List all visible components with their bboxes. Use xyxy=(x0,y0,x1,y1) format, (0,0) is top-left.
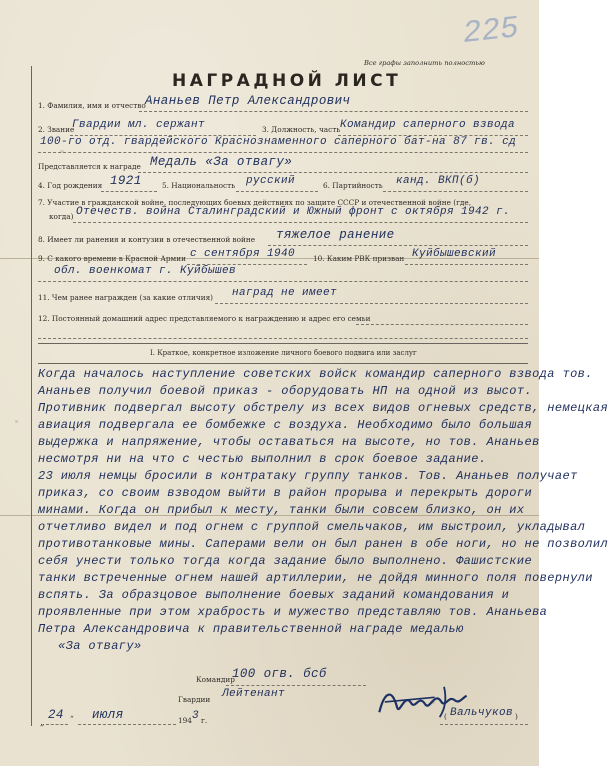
field-11-label: 11. Чем ранее награжден (за какие отличия) xyxy=(38,293,214,302)
signature-paren-open: ( xyxy=(444,712,447,721)
narrative-line: танки встреченные огнем нашей артиллерии, не дойдя минного поля повернули xyxy=(38,571,593,585)
field-12-underline xyxy=(356,324,528,325)
narrative-section-header xyxy=(38,343,528,364)
date-quote-close: “ xyxy=(70,714,74,723)
field-3-label: 3. Должность, часть xyxy=(262,125,341,134)
field-10-underline xyxy=(405,264,528,265)
date-month-underline xyxy=(78,724,176,725)
narrative-line: отчетливо видел и под огнем с группой смельчаков, им выстроил, укладывал xyxy=(38,520,586,534)
date-year-digit: 3 xyxy=(192,710,200,722)
field-12-label: 12. Постоянный домашний адрес представляемого к награждению и адрес его семьи xyxy=(38,314,371,323)
document-title: НАГРАДНОЙ ЛИСТ xyxy=(172,71,402,91)
narrative-line: вспять. За образцовое выполнение боевых заданий командования и xyxy=(38,588,510,602)
field-5-label: 5. Национальность xyxy=(162,181,236,190)
field-9-value: с сентября 1940 xyxy=(190,248,296,260)
archive-number-stamp: 225 xyxy=(461,11,521,52)
narrative-line: Петра Александровича к правительственной награде медалью xyxy=(38,622,464,636)
field-9-label: 9. С какого времени в Красной Армии xyxy=(38,254,186,263)
field-2-label: 2. Звание xyxy=(38,125,75,134)
field-12-underline-2 xyxy=(38,338,528,339)
commander-label: Командир xyxy=(196,675,235,684)
field-5-value: русский xyxy=(246,175,296,187)
field-10-value-2: обл. военкомат г. Куйбышев xyxy=(54,265,237,277)
date-month-value: июля xyxy=(92,708,124,722)
field-11-value: наград не имеет xyxy=(232,287,338,299)
narrative-line: приказ, со своим взводом выйти в район прорыва и перекрыть дороги xyxy=(38,486,533,500)
narrative-line: Когда началось наступление советских войск командир саперного взвода тов. xyxy=(38,367,593,381)
field-10-value: Куйбышевский xyxy=(412,248,497,260)
award-underline xyxy=(138,172,528,173)
field-10-label: 10. Каким РВК призван xyxy=(313,254,405,263)
field-8-value: тяжелое ранение xyxy=(276,228,395,242)
narrative-line: несмотря ни на что с честью выполнил в срок боевое задание. xyxy=(38,452,487,466)
field-1-label: 1. Фамилия, имя и отчество xyxy=(38,101,146,110)
signer-surname: Вальчуков xyxy=(450,707,514,719)
rank-label: Гвардии xyxy=(178,695,211,704)
field-7-label: 7. Участие в гражданской войне, последующих боевых действиях по защите СССР и отечественной войне (где, xyxy=(38,198,472,207)
field-10-underline-2 xyxy=(38,281,528,282)
date-day-value: 24 xyxy=(48,708,64,722)
fill-instruction-note: Все графы заполнить полностью xyxy=(364,59,485,67)
field-7-value: Отечеств. война Сталинградский и Южный фронт с октября 1942 г. xyxy=(76,206,511,218)
field-1-value: Ананьев Петр Александрович xyxy=(145,94,351,108)
field-4-value: 1921 xyxy=(110,174,142,188)
field-4-underline xyxy=(101,191,157,192)
narrative-line: противотанковые мины. Саперами вели он был ранен в обе ноги, но не позволил xyxy=(38,537,608,551)
date-day-underline xyxy=(46,724,68,725)
field-3-underline-2 xyxy=(38,152,528,153)
field-2-value: Гвардии мл. сержант xyxy=(72,119,206,131)
field-7-underline xyxy=(73,222,528,223)
narrative-line: «За отвагу» xyxy=(58,639,142,653)
field-3-value-2: 100-го отд. гвардейского Краснознаменного саперного бат-на 87 гв. сд xyxy=(40,136,517,148)
date-year-prefix: 194 xyxy=(178,716,192,725)
binding-margin-line xyxy=(31,66,32,726)
field-6-value: канд. ВКП(б) xyxy=(396,175,481,187)
narrative-line: авиация подвергала ее бомбежке с воздуха. Необходимо было большая xyxy=(38,418,533,432)
field-7-label-2: когда) xyxy=(49,212,74,221)
field-11-underline xyxy=(215,303,528,304)
field-6-label: 6. Партийность xyxy=(323,181,383,190)
narrative-line: Противник подвергал высоту обстрелу из всех видов огневых средств, немецкая xyxy=(38,401,608,415)
field-8-label: 8. Имеет ли ранения и контузии в отечественной войне xyxy=(38,235,256,244)
narrative-line: минами. Когда он прибыл к месту, танки были совсем близко, он их xyxy=(38,503,525,517)
date-year-suffix: г. xyxy=(201,716,208,725)
date-quote: „ xyxy=(40,718,45,728)
award-label: Представляется к награде xyxy=(38,162,141,171)
field-3-value: Командир саперного взвода xyxy=(340,119,516,131)
commander-underline xyxy=(226,685,366,686)
paper-stain xyxy=(15,420,18,423)
field-8-underline xyxy=(268,245,528,246)
narrative-line: проявленные при этом храбрость и мужество представляю тов. Ананьева xyxy=(38,605,548,619)
narrative-section-title: I. Краткое, конкретное изложение личного боевого подвига или заслуг xyxy=(150,349,417,357)
field-4-label: 4. Год рождения xyxy=(38,181,103,190)
field-1-underline xyxy=(139,111,528,112)
award-value: Медаль «За отвагу» xyxy=(150,155,293,169)
narrative-line: выдержка и напряжение, чтобы оставаться на высоте, но тов. Ананьев xyxy=(38,435,540,449)
surname-underline xyxy=(440,724,528,725)
rank-value: Лейтенант xyxy=(222,688,286,700)
narrative-line: 23 июля немцы бросили в контратаку группу танков. Тов. Ананьев получает xyxy=(38,469,578,483)
field-5-underline xyxy=(236,191,318,192)
narrative-line: Ананьев получил боевой приказ - оборудовать НП на одной из высот. xyxy=(38,384,533,398)
commander-unit-value: 100 огв. бсб xyxy=(232,667,327,681)
signature-paren-close: ) xyxy=(515,712,518,721)
field-6-underline xyxy=(383,191,528,192)
narrative-line: себя унести только тогда когда задание было выполнено. Фашистские xyxy=(38,554,533,568)
